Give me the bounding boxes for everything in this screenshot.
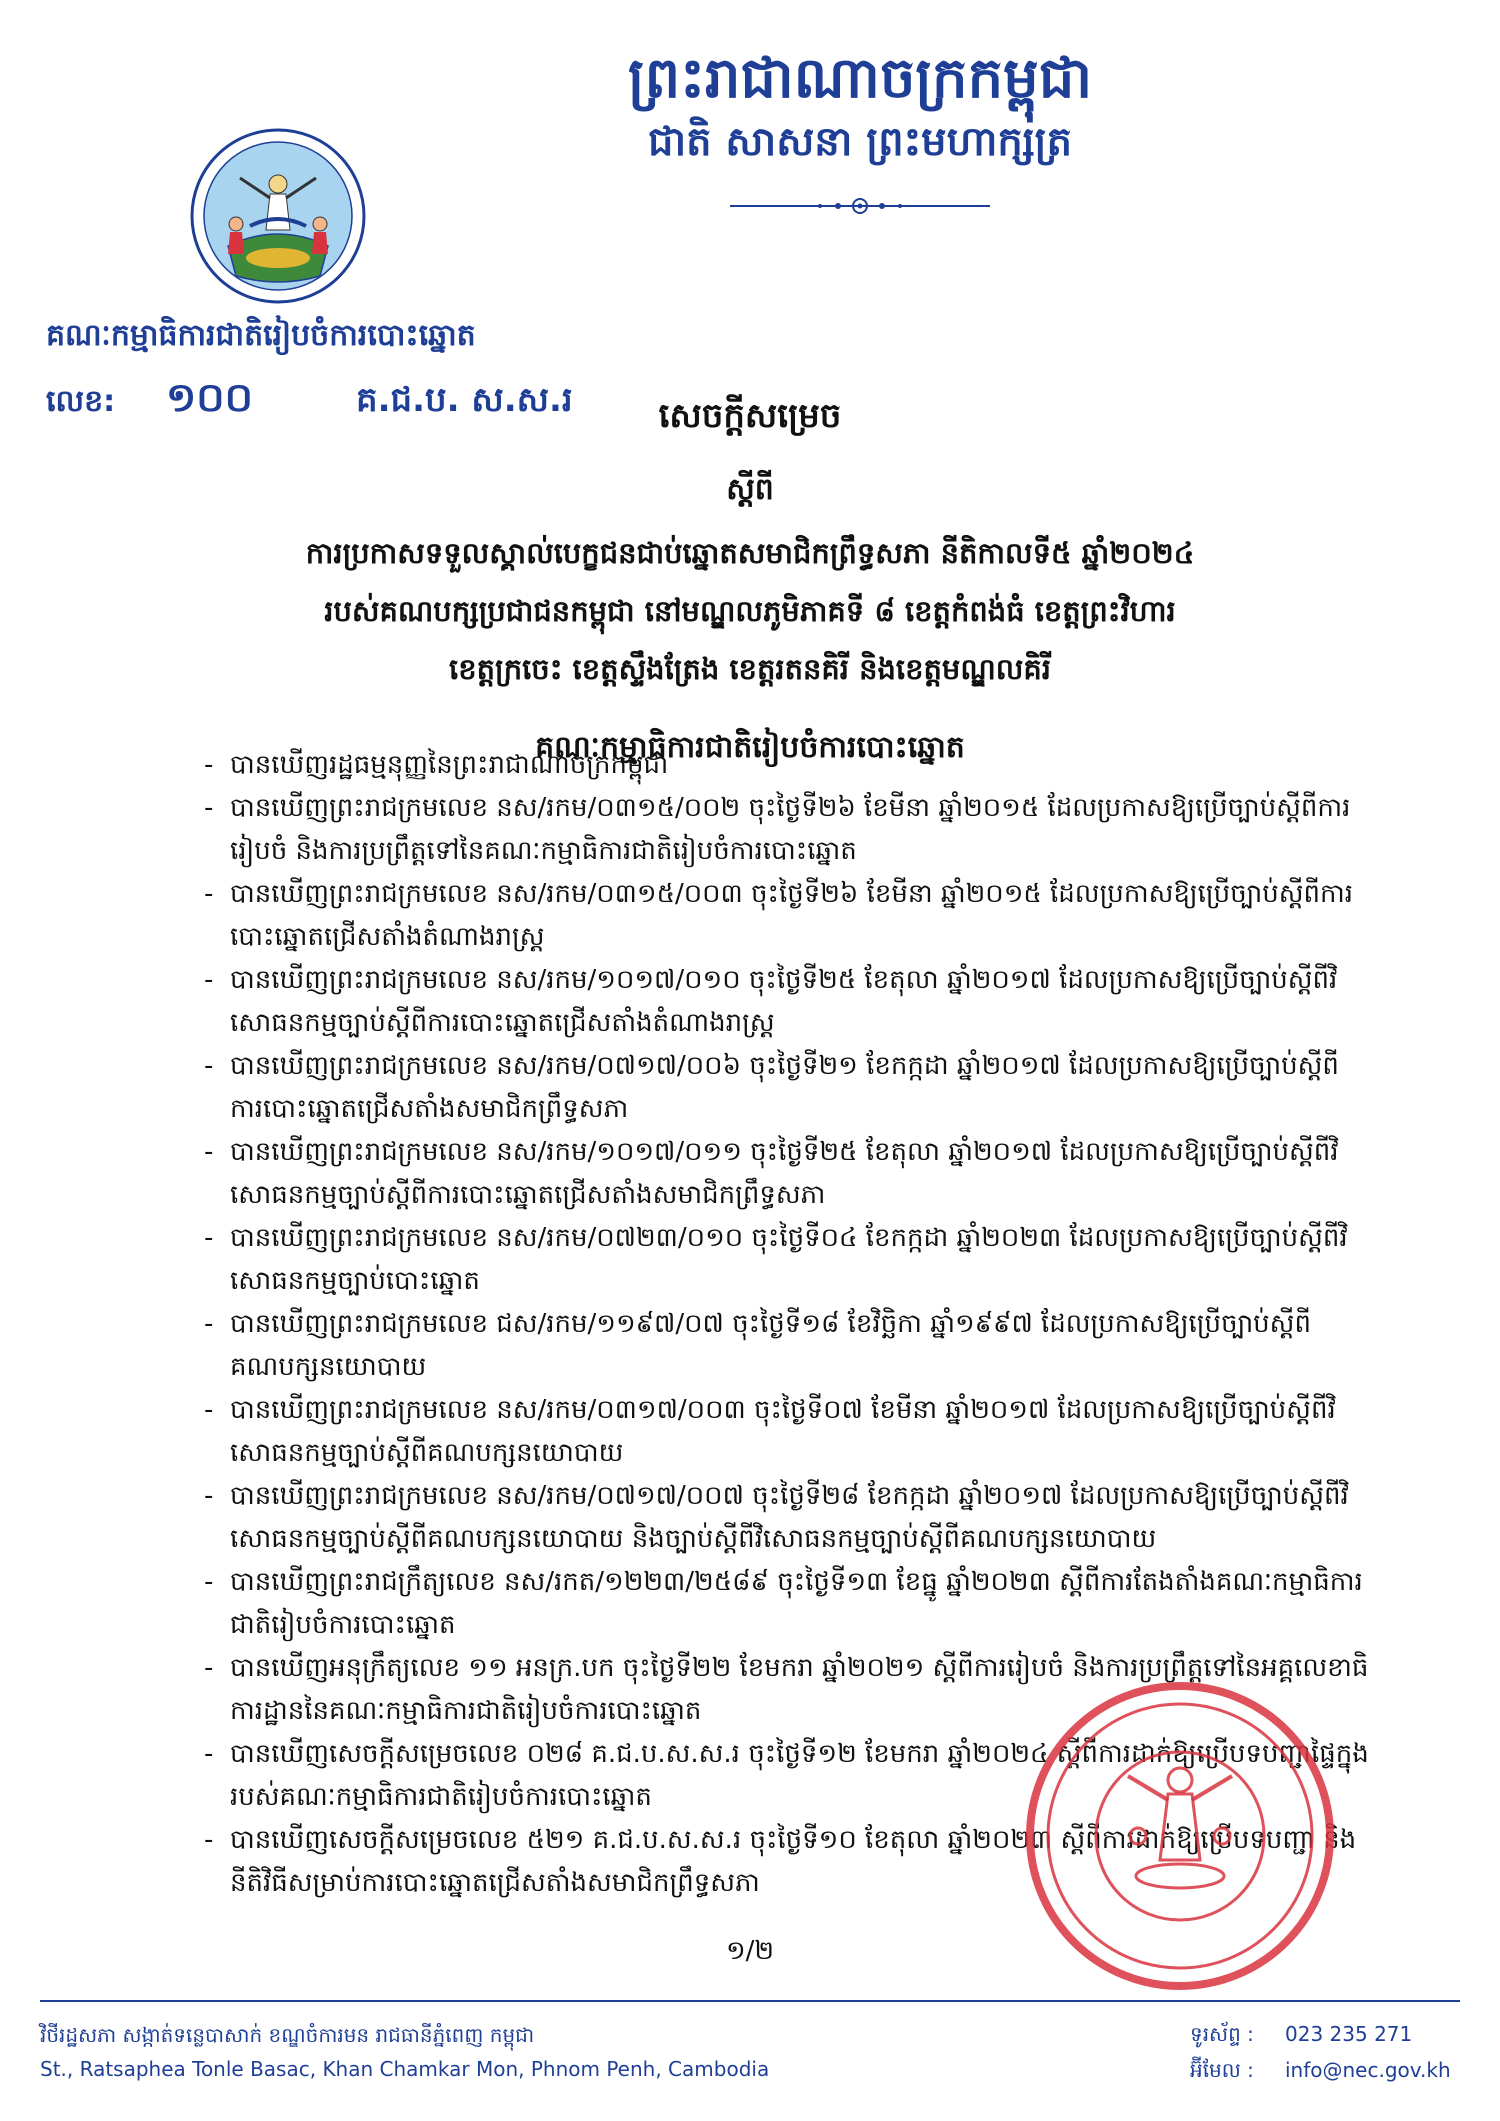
email-label: អ៊ីមែល :: [1190, 2058, 1254, 2082]
kingdom-header: [560, 45, 1160, 175]
footer-divider: [40, 2000, 1460, 2002]
subject-line: ខេត្តក្រចេះ ខេត្តស្ទឹងត្រែង ខេត្តរតនគិរី និងខេត្តមណ្ឌលគិរី: [449, 652, 1051, 686]
consideration-item: - បានឃើញអនុក្រឹត្យលេខ ១១ អនក្រ.បក ចុះថ្ងៃទី២២ ខែមករា ឆ្នាំ២០២១ ស្តីពីការរៀបចំ និងការប្រព្រឹត្តទៅនៃអគ្គលេខាធិការដ្ឋាននៃគណៈកម្មាធិការជាតិរៀបចំការបោះឆ្នោត: [210, 1647, 1370, 1733]
subject-line: របស់គណបក្សប្រជាជនកម្ពុជា នៅមណ្ឌលភូមិភាគទី ៨ ខេត្តកំពង់ធំ ខេត្តព្រះវិហារ: [324, 594, 1176, 628]
address-english: St., Ratsaphea Tonle Basac, Khan Chamkar Mon, Phnom Penh, Cambodia: [40, 2057, 770, 2081]
footer-contact: [1190, 2016, 1451, 2088]
email-link[interactable]: info@nec.gov.kh: [1285, 2058, 1451, 2082]
nec-logo-icon: [188, 126, 368, 306]
reference-suffix: គ.ជ.ប. ស.ស.រ: [356, 380, 573, 420]
issuer-org-name: គណៈកម្មាធិការជាតិរៀបចំការបោះឆ្នោត: [46, 318, 476, 353]
subject-line: ការប្រកាសទទួលស្គាល់បេក្ខជនជាប់ឆ្នោតសមាជិកព្រឹទ្ធសភា នីតិកាលទី៥ ឆ្នាំ២០២៤: [305, 536, 1195, 570]
reference-label: លេខ:: [46, 384, 116, 419]
email-row: [1190, 2052, 1451, 2088]
consideration-item: - បានឃើញព្រះរាជក្រមលេខ ជស/រកម/១១៩៧/០៧ ចុះថ្ងៃទី១៨ ខែវិច្ឆិកា ឆ្នាំ១៩៩៧ ដែលប្រកាសឱ្យប្រើច្បាប់ស្តីពីគណបក្សនយោបាយ: [210, 1303, 1370, 1389]
page-number: ១/២: [725, 1936, 775, 1966]
footer-address: [40, 2018, 769, 2086]
consideration-item: - បានឃើញសេចក្តីសម្រេចលេខ ០២៨ គ.ជ.ប.ស.ស.រ ចុះថ្ងៃទី១២ ខែមករា ឆ្នាំ២០២៤ ស្តីពីការដាក់ឱ្យប្រើបទបញ្ជាផ្ទៃក្នុងរបស់គណៈកម្មាធិការជាតិរៀបចំការបោះឆ្នោត: [210, 1733, 1370, 1819]
phone-number[interactable]: 023 235 271: [1285, 2022, 1413, 2046]
consideration-item: - បានឃើញព្រះរាជក្រមលេខ នស/រកម/០៧១៧/០០៧ ចុះថ្ងៃទី២៨ ខែកក្កដា ឆ្នាំ២០១៧ ដែលប្រកាសឱ្យប្រើច្បាប់ស្តីពីវិសោធនកម្មច្បាប់ស្តីពីគណបក្សនយោបាយ និងច្បាប់ស្តីពីវិសោធនកម្មច្បាប់ស្តីពីគណបក្សនយោបាយ: [210, 1475, 1370, 1561]
phone-row: [1190, 2016, 1451, 2052]
issuer-heading: គណៈកម្មាធិការជាតិរៀបចំការបោះឆ្នោត: [535, 730, 965, 765]
consideration-item: - បានឃើញព្រះរាជក្រមលេខ នស/រកម/០៣១៧/០០៣ ចុះថ្ងៃទី០៧ ខែមីនា ឆ្នាំ២០១៧ ដែលប្រកាសឱ្យប្រើច្បាប់ស្តីពីវិសោធនកម្មច្បាប់ស្តីពីគណបក្សនយោបាយ: [210, 1389, 1370, 1475]
consideration-item: - បានឃើញព្រះរាជក្រមលេខ នស/រកម/០៣១៥/០០៣ ចុះថ្ងៃទី២៦ ខែមីនា ឆ្នាំ២០១៥ ដែលប្រកាសឱ្យប្រើច្បាប់ស្តីពីការបោះឆ្នោតជ្រើសតាំងតំណាងរាស្ត្រ: [210, 873, 1370, 959]
consideration-item: - បានឃើញរដ្ឋធម្មនុញ្ញនៃព្រះរាជាណាចក្រកម្ពុជា: [210, 744, 1370, 787]
title-block: [150, 394, 1350, 772]
kingdom-title: ព្រះរាជាណាចក្រកម្ពុជា: [627, 45, 1093, 111]
consideration-item: - បានឃើញព្រះរាជក្រមលេខ នស/រកម/០៧១៧/០០៦ ចុះថ្ងៃទី២១ ខែកក្កដា ឆ្នាំ២០១៧ ដែលប្រកាសឱ្យប្រើច្បាប់ស្តីពីការបោះឆ្នោតជ្រើសតាំងសមាជិកព្រឹទ្ធសភា: [210, 1045, 1370, 1131]
consideration-item: - បានឃើញព្រះរាជក្រមលេខ នស/រកម/១០១៧/០១១ ចុះថ្ងៃទី២៥ ខែតុលា ឆ្នាំ២០១៧ ដែលប្រកាសឱ្យប្រើច្បាប់ស្តីពីវិសោធនកម្មច្បាប់ស្តីពីការបោះឆ្នោតជ្រើសតាំងសមាជិកព្រឹទ្ធសភា: [210, 1131, 1370, 1217]
address-khmer: វិថីរដ្ឋសភា សង្កាត់ទន្លេបាសាក់ ខណ្ឌចំការមន រាជធានីភ្នំពេញ កម្ពុជា: [40, 2023, 535, 2047]
consideration-item: - បានឃើញព្រះរាជក្រមលេខ នស/រកម/១០១៧/០១០ ចុះថ្ងៃទី២៥ ខែតុលា ឆ្នាំ២០១៧ ដែលប្រកាសឱ្យប្រើច្បាប់ស្តីពីវិសោធនកម្មច្បាប់ស្តីពីការបោះឆ្នោតជ្រើសតាំងតំណាងរាស្ត្រ: [210, 959, 1370, 1045]
reference-number: ១០០: [166, 374, 253, 421]
phone-label: ទូរស័ព្ទ :: [1190, 2022, 1254, 2046]
consideration-item: - បានឃើញសេចក្តីសម្រេចលេខ ៥២១ គ.ជ.ប.ស.ស.រ ចុះថ្ងៃទី១០ ខែតុលា ឆ្នាំ២០២៣ ស្តីពីការដាក់ឱ្យប្រើបទបញ្ជា និងនីតិវិធីសម្រាប់ការបោះឆ្នោតជ្រើសតាំងសមាជិកព្រឹទ្ធសភា: [210, 1819, 1370, 1905]
ornament-divider-icon: [730, 196, 990, 216]
consideration-item: - បានឃើញព្រះរាជក្រមលេខ នស/រកម/០៣១៥/០០២ ចុះថ្ងៃទី២៦ ខែមីនា ឆ្នាំ២០១៥ ដែលប្រកាសឱ្យប្រើច្បាប់ស្តីពីការរៀបចំ និងការប្រព្រឹត្តទៅនៃគណៈកម្មាធិការជាតិរៀបចំការបោះឆ្នោត: [210, 787, 1370, 873]
consideration-item: - បានឃើញព្រះរាជក្រមលេខ នស/រកម/០៧២៣/០១០ ចុះថ្ងៃទី០៤ ខែកក្កដា ឆ្នាំ២០២៣ ដែលប្រកាសឱ្យប្រើច្បាប់ស្តីពីវិសោធនកម្មច្បាប់បោះឆ្នោត: [210, 1217, 1370, 1303]
kingdom-motto: ជាតិ សាសនា ព្រះមហាក្សត្រ: [648, 117, 1072, 165]
document-about: ស្តីពី: [726, 472, 774, 507]
consideration-item: - បានឃើញព្រះរាជក្រឹត្យលេខ នស/រកត/១២២៣/២៥៨៩ ចុះថ្ងៃទី១៣ ខែធ្នូ ឆ្នាំ២០២៣ ស្តីពីការតែងតាំងគណៈកម្មាធិការជាតិរៀបចំការបោះឆ្នោត: [210, 1561, 1370, 1647]
document-subject: [150, 524, 1350, 698]
document-title: សេចក្តីសម្រេច: [658, 396, 842, 436]
